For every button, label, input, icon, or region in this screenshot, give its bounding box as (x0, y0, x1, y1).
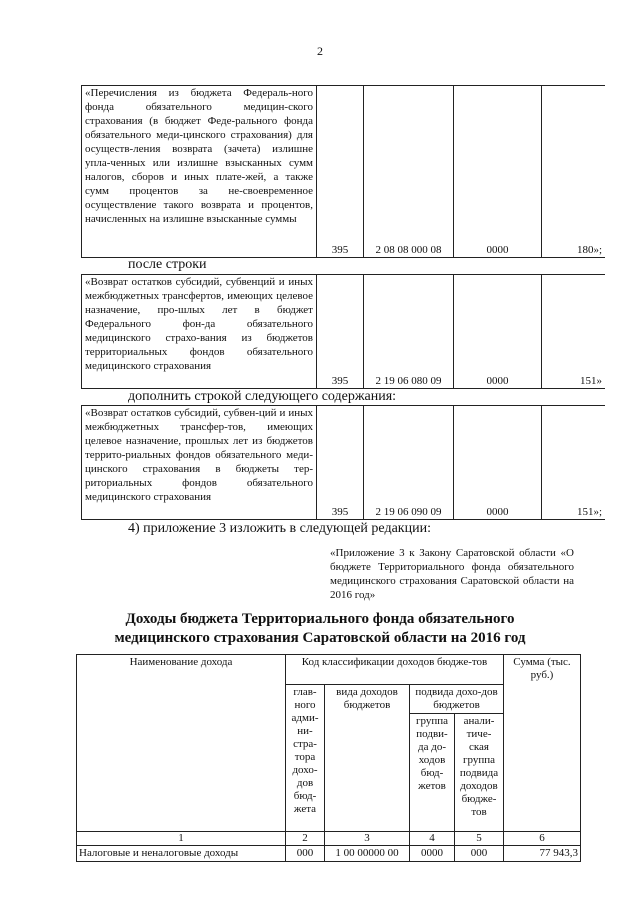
header-name: Наименование дохода (77, 655, 286, 832)
amend-table-3 (81, 405, 605, 520)
col-num-2: 2 (286, 832, 325, 846)
amend-table-1 (81, 85, 605, 258)
amend-row-admin: 395 (317, 406, 364, 520)
amend-row-group: 0000 (454, 86, 542, 258)
amend-row-analytic: 151»; (542, 406, 606, 520)
amend-row-name: «Возврат остатков субсидий, субвен-ций и иных межбюджетных трансфер-тов, имеющих целевое назначение, прошлых лет из бюджетов террито-риальных фондов обязательного меди-цинского страхования в бюджеты тер-риториальных фондов обязательного медицинского страхования (82, 406, 317, 520)
header-kind: вида доходов бюджетов (325, 685, 410, 832)
col-num-1: 1 (77, 832, 286, 846)
amend-row-name: «Возврат остатков субсидий, субвенций и иных межбюджетных трансфертов, имеющих целевое назначение, про-шлых лет в бюджет Федерального фон-да обязательного медицинского страхо-вания из бюджетов территориальных фондов обязательного медицинского страхования (82, 275, 317, 389)
col-num-3: 3 (325, 832, 410, 846)
amend-table-2 (81, 274, 605, 389)
page-number: 2 (317, 44, 323, 58)
col-num-6: 6 (504, 832, 581, 846)
add-line-text: дополнить строкой следующего содержания: (128, 389, 397, 404)
row-kind: 1 00 00000 00 (325, 846, 410, 862)
amend-row-admin: 395 (317, 275, 364, 389)
header-subkind: подвида дохо-дов бюджетов (410, 685, 504, 714)
document-title-line-1: Доходы бюджета Территориального фонда обязательного (125, 611, 515, 627)
after-line-text: после строки (128, 257, 207, 272)
amend-row-admin: 395 (317, 86, 364, 258)
header-code: Код классификации доходов бюдже-тов (286, 655, 504, 685)
amend-row-analytic: 151» (542, 275, 606, 389)
item-4-text: 4) приложение 3 изложить в следующей редакции: (128, 521, 431, 536)
table-row (77, 846, 581, 862)
income-table (76, 654, 581, 862)
col-num-5: 5 (455, 832, 504, 846)
amend-row-code: 2 19 06 090 09 (364, 406, 454, 520)
document-title-line-2: медицинского страхования Саратовской области на 2016 год (114, 630, 526, 646)
row-analytic: 000 (455, 846, 504, 862)
row-group: 0000 (410, 846, 455, 862)
row-admin: 000 (286, 846, 325, 862)
row-sum: 77 943,3 (504, 846, 581, 862)
amend-row-code: 2 19 06 080 09 (364, 275, 454, 389)
appendix-quote: «Приложение 3 к Закону Саратовской области «О бюджете Территориального фонда обязательного медицинского страхования Саратовской области на 2016 год» (330, 547, 574, 601)
amend-row-group: 0000 (454, 406, 542, 520)
amend-row-name: «Перечисления из бюджета Федераль-ного фонда обязательного медицин-ского страхования (в бюджет Феде-рального фонда обязательного меди-цинского страхования) для осуществ-ления возврата (зачета) излишне упла-ченных или излишне взысканных сумм налогов, сборов и иных плате-жей, а также сумм процентов за не-своевременное осуществление такого возврата и процентов, начисленных на излишне взысканные суммы (82, 86, 317, 258)
amend-row-group: 0000 (454, 275, 542, 389)
header-group: группа подви-да до-ходов бюд-жетов (410, 714, 455, 832)
header-sum: Сумма (тыс. руб.) (504, 655, 581, 832)
row-name: Налоговые и неналоговые доходы (77, 846, 286, 862)
amend-row-analytic: 180»; (542, 86, 606, 258)
header-analytic: анали-тиче-ская группа подвида доходов бюдже-тов (455, 714, 504, 832)
header-admin: глав-ного адми-ни-стра-тора дохо-дов бюд-жета (286, 685, 325, 832)
amend-row-code: 2 08 08 000 08 (364, 86, 454, 258)
col-num-4: 4 (410, 832, 455, 846)
